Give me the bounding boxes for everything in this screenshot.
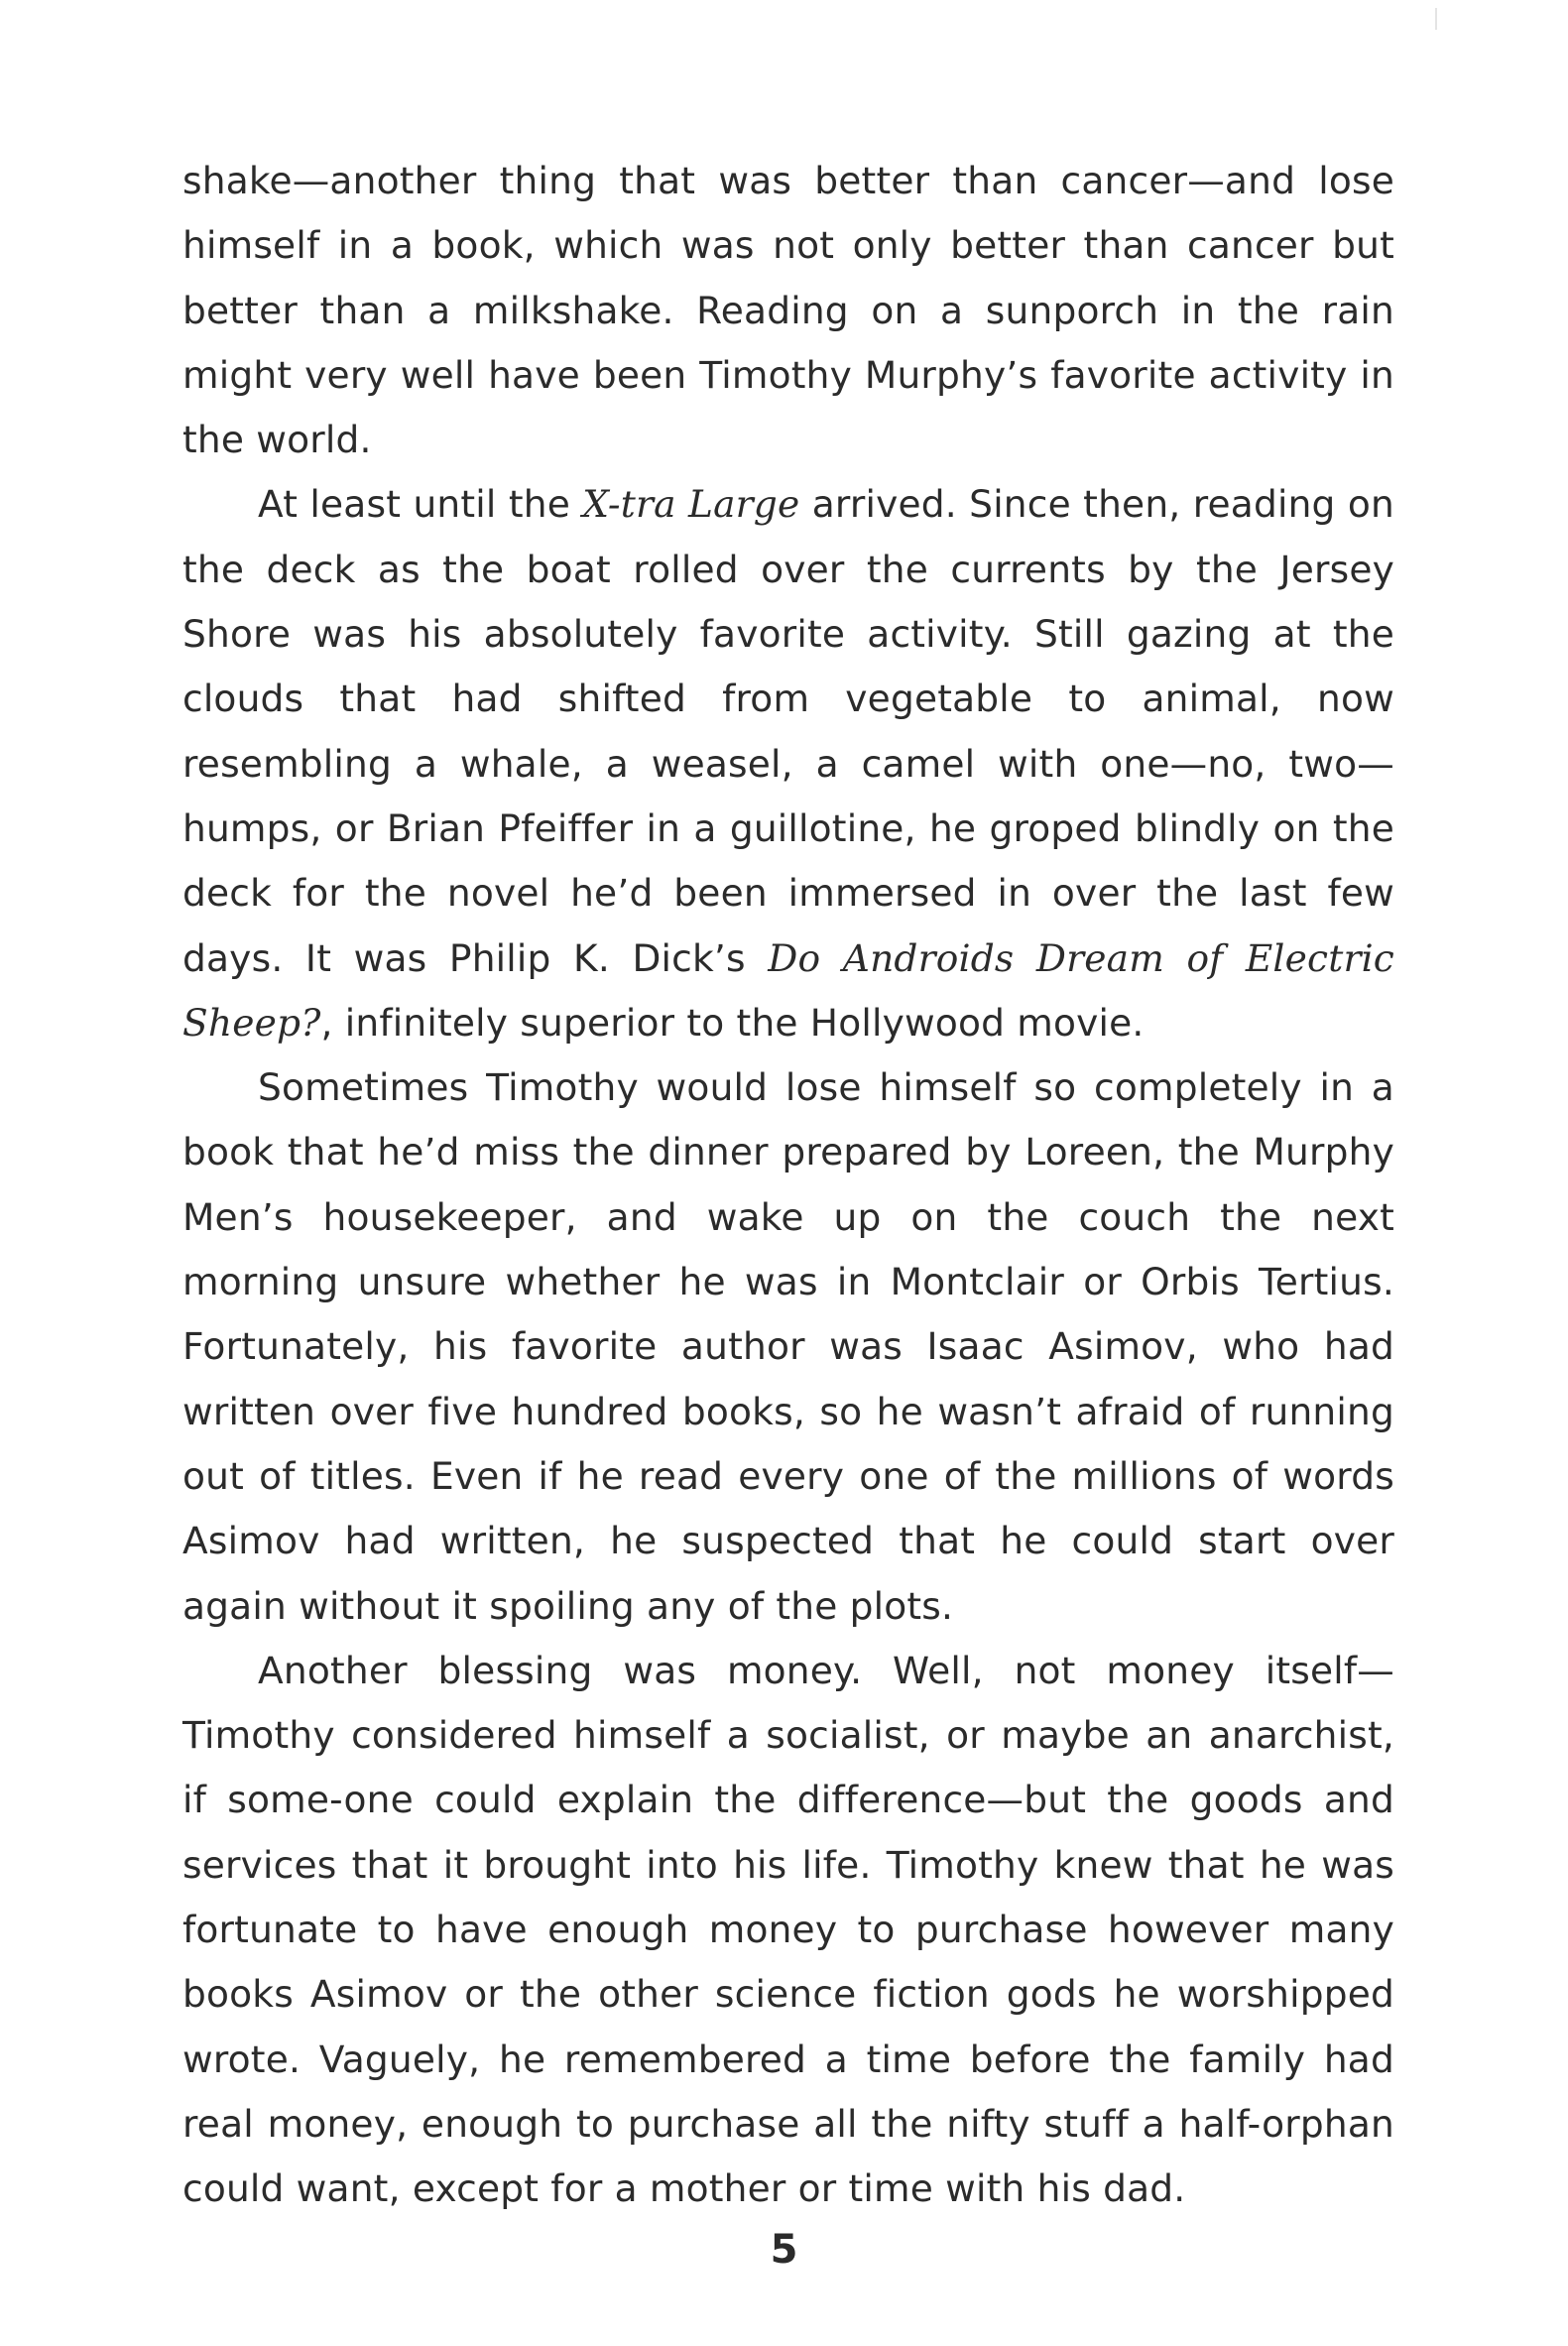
scan-artifact (1435, 8, 1437, 30)
text-run: At least until the (258, 482, 583, 527)
paragraph (182, 1055, 1394, 1639)
paragraph (182, 1639, 1394, 2222)
book-title: Do Androids Dream of Electric Sheep? (182, 935, 1394, 1045)
text-run: arrived. Since then, reading on the deck as the boat rolled over the currents by the Jersey Shore was his absolutely favorite activity. Still gazing at the clouds that had shifted from vegetable to animal, now resembling a whale, a weasel, a camel with one—no, two—humps, or Brian Pfeiffer in a guillotine, he groped blindly on the deck for the novel he’d been immersed in over the last few days. It was Philip K. Dick’s (182, 482, 1394, 980)
text-run: Another blessing was money. Well, not money itself—Timothy considered himself a socialist, or maybe an anarchist, if some-one could explain the difference—but the goods and services that it brought into his life. Timothy knew that he was fortunate to have enough money to purchase however many books Asimov or the other science fiction gods he worshipped wrote. Vaguely, he remembered a time before the family had real money, enough to purchase all the nifty stuff a half-orphan could want, except for a mother or time with his dad. (182, 1648, 1394, 2211)
ship-name: X-tra Large (582, 482, 800, 527)
text-run: , infinitely superior to the Hollywood movie. (320, 1000, 1145, 1045)
page-number: 5 (770, 2227, 798, 2273)
paragraph (182, 472, 1394, 1055)
paragraph (182, 149, 1394, 472)
text-run: shake—another thing that was better than cancer—and lose himself in a book, which was not only better than cancer but better than a milkshake. Reading on a sunporch in the rain might very well have been Timothy Murphy’s favorite activity in the world. (182, 159, 1394, 462)
text-run: Sometimes Timothy would lose himself so completely in a book that he’d miss the dinner prepared by Loreen, the Murphy Men’s housekeeper, and wake up on the couch the next morning unsure whether he was in Montclair or Orbis Tertius. Fortunately, his favorite author was Isaac Asimov, who had written over five hundred books, so he wasn’t afraid of running out of titles. Even if he read every one of the millions of words Asimov had written, he suspected that he could start over again without it spoiling any of the plots. (182, 1065, 1394, 1628)
body-text (182, 149, 1394, 2222)
